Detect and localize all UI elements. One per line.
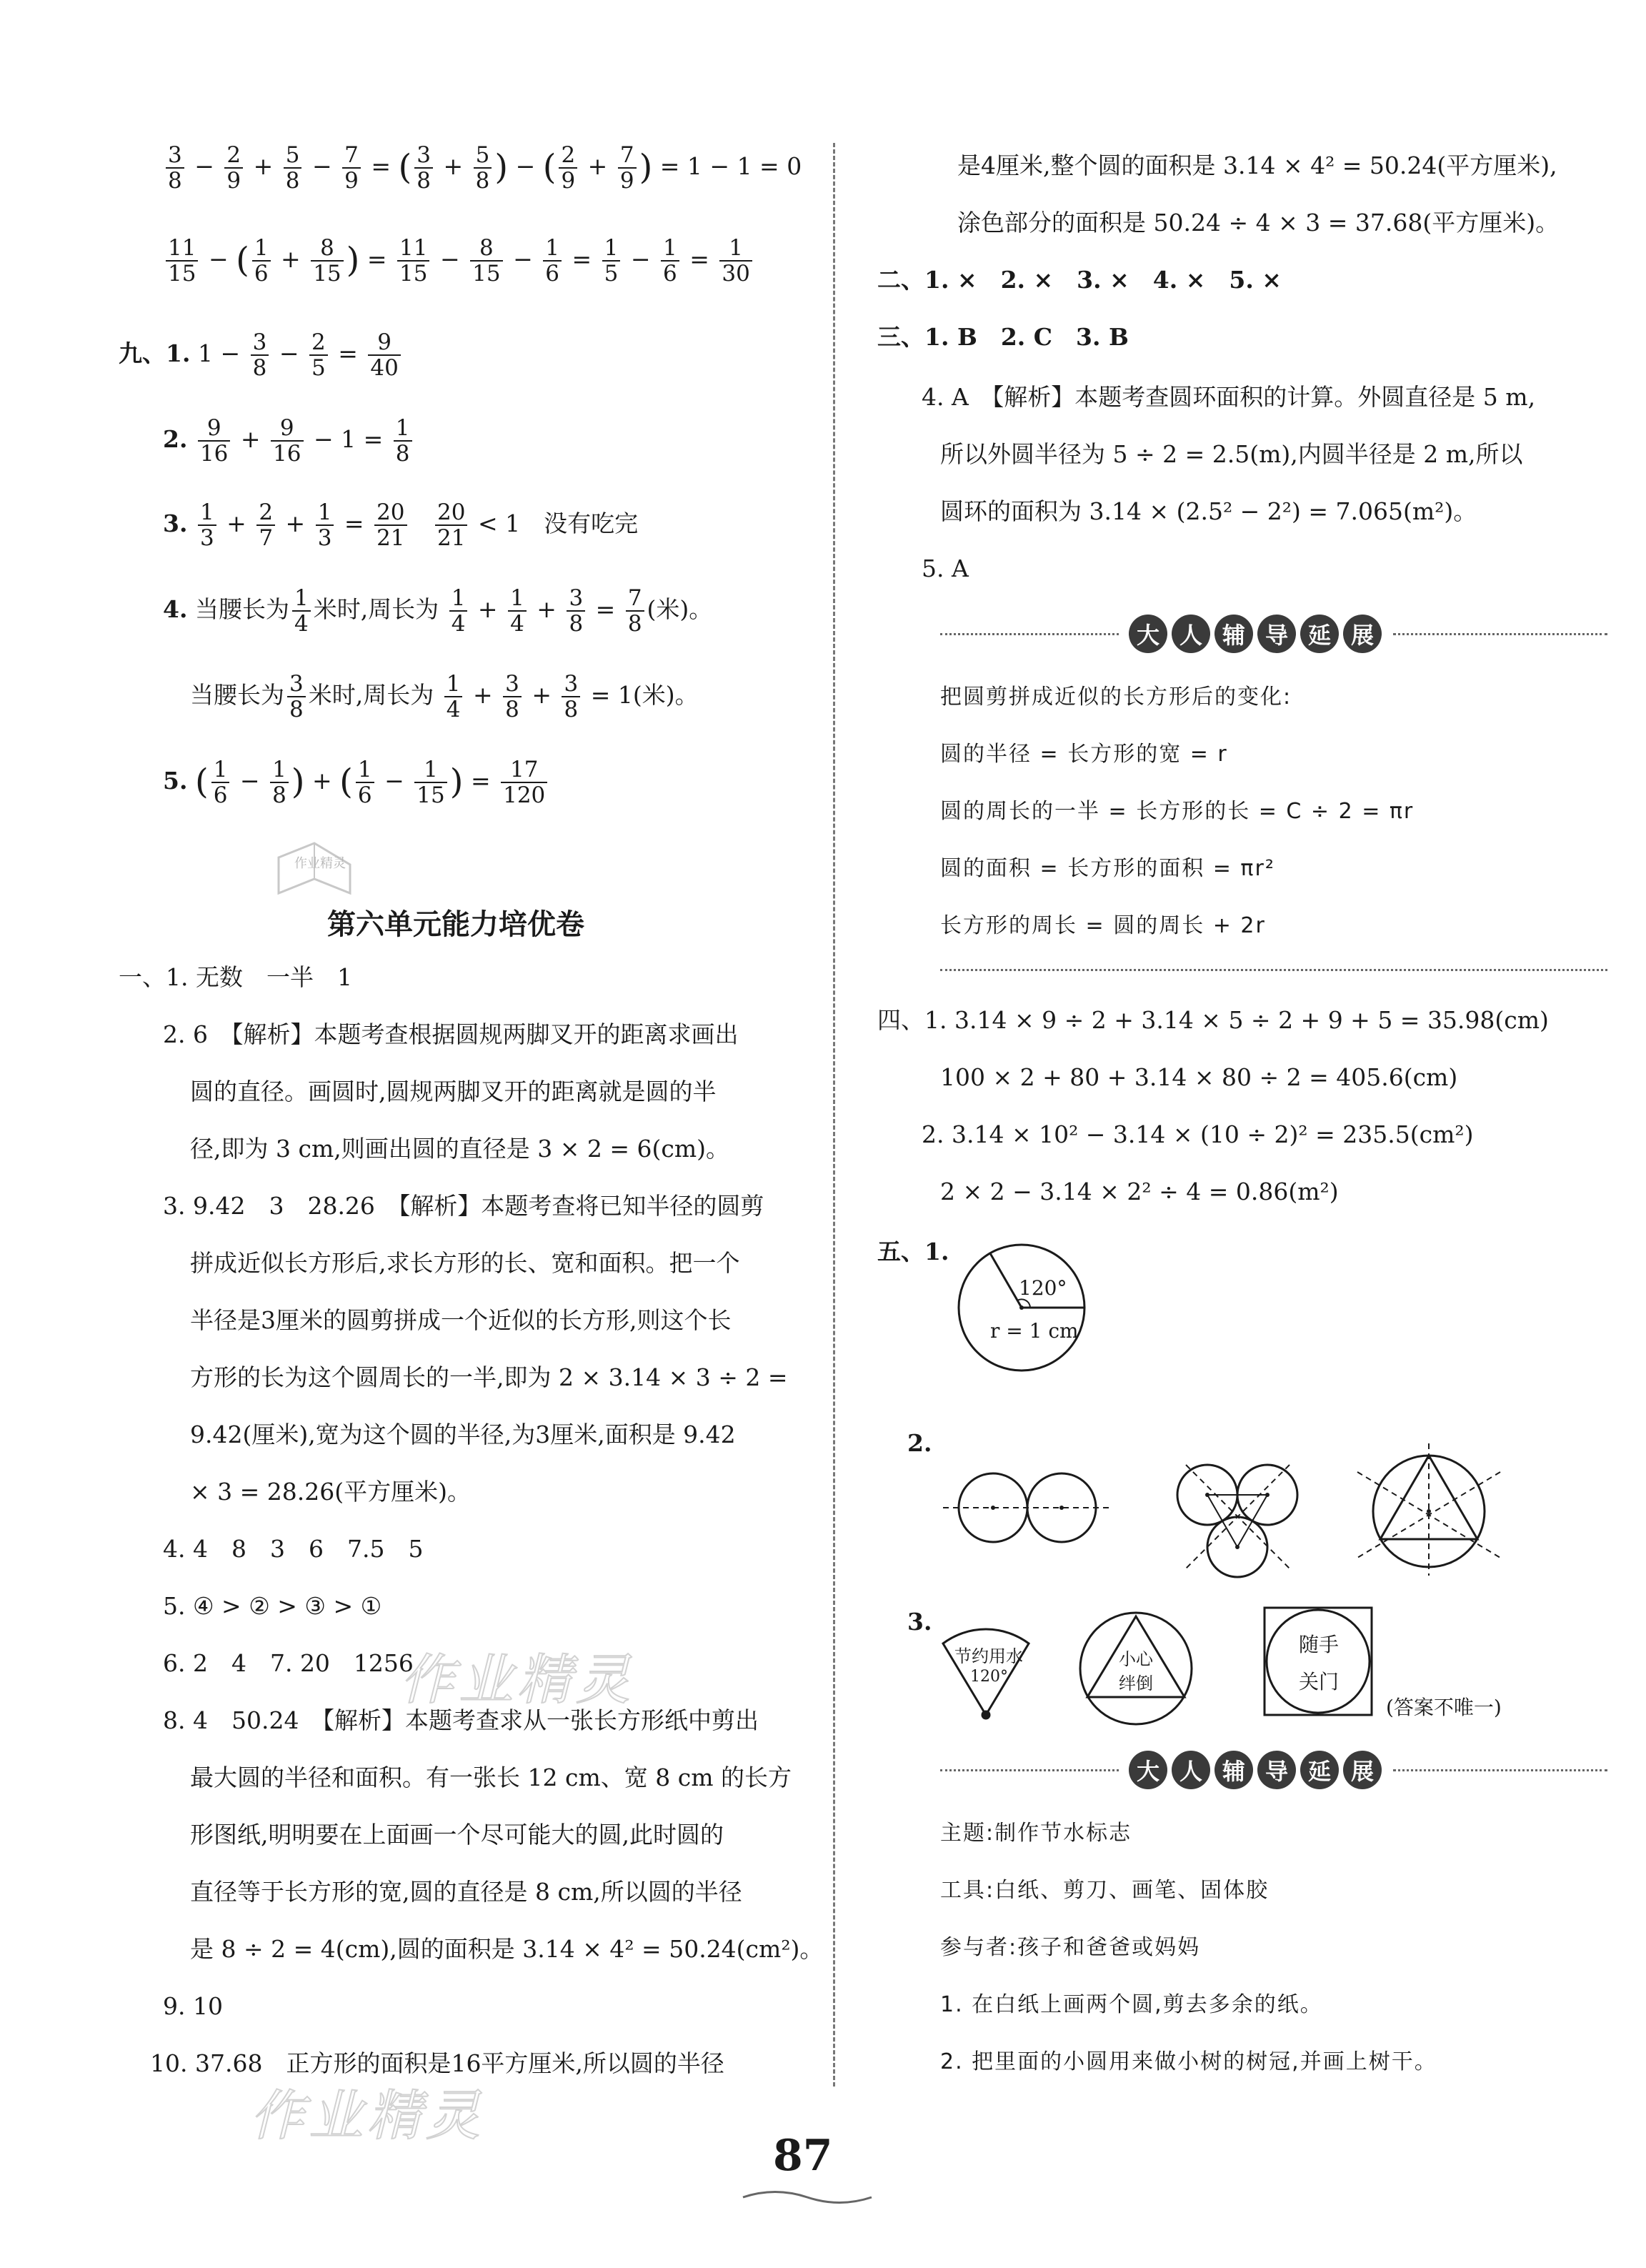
stamp-text: 作业精灵 [294, 856, 346, 871]
text: 当腰长为 [190, 681, 284, 710]
section-4-line: 四、1. 3.14 × 9 ÷ 2 + 3.14 × 5 ÷ 2 + 9 + 5 = 35.98(cm) [877, 1006, 1549, 1034]
section-3-q4: 圆环的面积为 3.14 × (2.5² − 2²) = 7.065(m²)。 [940, 497, 1477, 525]
numerator: 3 [503, 672, 522, 697]
formula-line-1: $\frac{3}{8}$ − $\frac{2}{9}$ + $\frac{5}{8}$ − $\frac{7}{9}$ = ( $\frac{3}{8}$ + $\frac{5}{8}$ ) − ( $\frac{2}{9}$ + $\frac{7}{9}$ ) = 1 − 1 = 0 [163, 143, 802, 193]
answer-line: 6. 2 4 7. 20 1256 [163, 1649, 414, 1677]
numerator: 3 [562, 672, 580, 697]
question-number: 2. [163, 425, 188, 454]
numerator: 5 [284, 143, 302, 169]
denominator: 8 [505, 697, 519, 723]
section-5-q2: 2. [907, 1429, 932, 1457]
denominator: 7 [259, 525, 274, 552]
numerator: 7 [626, 586, 644, 612]
section-4-line: 2. 3.14 × 10² − 3.14 × (10 ÷ 2)² = 235.5(cm²) [922, 1120, 1474, 1148]
denominator: 15 [399, 261, 428, 287]
figure-circle-sector [936, 1243, 1107, 1372]
denominator: 8 [252, 355, 267, 382]
denominator: 4 [510, 611, 524, 637]
numerator: 1 [316, 500, 334, 526]
expression: − 1 = [314, 425, 384, 454]
banner-char: 人 [1172, 1751, 1210, 1789]
divider-right [1393, 1769, 1607, 1771]
denominator: 9 [226, 168, 241, 194]
logo-triangle-text: 小心 [1119, 1649, 1153, 1669]
denominator: 6 [357, 782, 372, 809]
banner-char: 延 [1300, 1751, 1339, 1789]
numerator: 1 [602, 236, 621, 262]
divider-left [940, 633, 1119, 635]
result: = 1 − 1 = 0 [659, 152, 802, 181]
question-number: 1. [166, 339, 191, 368]
denominator: 8 [569, 611, 584, 637]
answer-line: 拼成近似长方形后,求长方形的长、宽和面积。把一个 [190, 1249, 740, 1277]
banner-char: 大 [1129, 1751, 1167, 1789]
text: (米)。 [647, 595, 713, 624]
section-2-answers: 二、1. × 2. × 3. × 4. × 5. × [877, 266, 1282, 294]
numerator: 20 [435, 500, 467, 526]
extension-line: 参与者:孩子和爸爸或妈妈 [940, 1935, 1201, 1960]
denominator: 15 [313, 261, 341, 287]
numerator: 1 [508, 586, 527, 612]
extension-line: 圆的周长的一半 = 长方形的长 = C ÷ 2 = πr [940, 799, 1415, 824]
section-9-q4-line2: 当腰长为 $\frac{3}{8}$ 米时,周长为 $\frac{1}{4}$ + $\frac{3}{8}$ + $\frac{3}{8}$ = 1(米)。 [190, 671, 699, 723]
denominator: 5 [604, 261, 619, 287]
numerator: 1 [719, 236, 752, 262]
numerator: 2 [309, 330, 328, 356]
section-9-q1: 九、1. 1 − $\frac{3}{8}$ − $\frac{2}{5}$ = $\frac{9}{40}$ [119, 330, 404, 380]
answer-line: 8. 4 50.24 【解析】本题考查求从一张长方形纸中剪出 [163, 1706, 759, 1734]
section-label: 九、 [119, 339, 166, 368]
answer-line: 3. 9.42 3 28.26 【解析】本题考查将已知半径的圆剪 [163, 1192, 764, 1220]
section-3-q4: 所以外圆半径为 5 ÷ 2 = 2.5(m),内圆半径是 2 m,所以 [940, 440, 1523, 468]
denominator: 6 [213, 782, 228, 809]
column-divider [833, 143, 835, 2087]
section-9-q3: 3. $\frac{1}{3}$ + $\frac{2}{7}$ + $\frac{1}{3}$ = $\frac{20}{21}$ $\frac{20}{21}$ < 1 没有吃完 [163, 499, 639, 552]
denominator: 8 [564, 697, 579, 723]
banner-char: 人 [1172, 615, 1210, 653]
banner-char: 导 [1257, 1751, 1296, 1789]
denominator: 9 [619, 168, 634, 194]
denominator: 120 [503, 782, 546, 809]
watermark: 作业精灵 [250, 2084, 484, 2147]
answer-line: 方形的长为这个圆周长的一半,即为 2 × 3.14 × 3 ÷ 2 = [190, 1363, 788, 1391]
extension-line: 1. 在白纸上画两个圆,剪去多余的纸。 [940, 1992, 1323, 2017]
numerator: 1 [444, 672, 463, 697]
denominator: 40 [370, 355, 399, 382]
extension-line: 圆的半径 = 长方形的宽 = r [940, 742, 1228, 767]
page-ornament [736, 2187, 879, 2211]
numerator: 5 [474, 143, 492, 169]
logo-fan-text: 节约用水 [954, 1646, 1023, 1666]
banner-char: 辅 [1214, 615, 1253, 653]
extension-banner-2 [1129, 1751, 1382, 1789]
numerator: 1 [394, 416, 412, 442]
numerator: 1 [211, 757, 230, 783]
denominator: 8 [627, 611, 642, 637]
divider-left [940, 1769, 1119, 1771]
numerator: 8 [311, 236, 343, 262]
denominator: 21 [376, 525, 405, 552]
numerator: 2 [559, 143, 577, 169]
angle-label: 120° [1019, 1276, 1067, 1300]
section-4-line: 100 × 2 + 80 + 3.14 × 80 ÷ 2 = 405.6(cm) [940, 1063, 1458, 1091]
answer-line: 径,即为 3 cm,则画出圆的直径是 3 × 2 = 6(cm)。 [190, 1135, 729, 1163]
numerator: 3 [251, 330, 269, 356]
numerator: 1 [661, 236, 679, 262]
numerator: 1 [252, 236, 271, 262]
logo-fan-angle: 120° [970, 1668, 1008, 1686]
text: 当腰长为 [194, 595, 289, 624]
denominator: 15 [168, 261, 196, 287]
answer-line: 是 8 ÷ 2 = 4(cm),圆的面积是 3.14 × 4² = 50.24(cm²)。 [190, 1935, 824, 1963]
banner-char: 展 [1343, 615, 1382, 653]
denominator: 30 [722, 261, 750, 287]
numerator: 7 [618, 143, 637, 169]
denominator: 3 [199, 525, 214, 552]
numerator: 17 [501, 757, 547, 783]
figure-logos [929, 1601, 1572, 1736]
answer-line: 5. ④ > ② > ③ > ① [163, 1592, 382, 1620]
numerator: 1 [198, 500, 216, 526]
numerator: 3 [287, 672, 306, 697]
logo-triangle-text: 绊倒 [1119, 1673, 1153, 1693]
text: 米时,周长为 [313, 595, 439, 624]
extension-line: 工具:白纸、剪刀、画笔、固体胶 [940, 1878, 1270, 1903]
question-number: 4. [163, 595, 188, 624]
circle-patterns-diagram [929, 1443, 1586, 1579]
extension-line: 圆的面积 = 长方形的面积 = πr² [940, 856, 1275, 881]
logo-square-text: 随手 [1299, 1633, 1340, 1656]
extension-line: 把圆剪拼成近似的长方形后的变化: [940, 685, 1292, 710]
section-3-answers: 三、1. B 2. C 3. B [877, 323, 1129, 351]
numerator: 1 [449, 586, 468, 612]
numerator: 1 [356, 757, 374, 783]
banner-char: 大 [1129, 615, 1167, 653]
numerator: 1 [543, 236, 562, 262]
denominator: 16 [273, 441, 301, 467]
numerator: 3 [567, 586, 585, 612]
text: 米时,周长为 [308, 681, 434, 710]
extension-line: 主题:制作节水标志 [940, 1821, 1132, 1846]
continuation-line: 是4厘米,整个圆的面积是 3.14 × 4² = 50.24(平方厘米), [957, 151, 1557, 179]
answer-line: 半径是3厘米的圆剪拼成一个近似的长方形,则这个长 [190, 1306, 732, 1334]
denominator: 15 [472, 261, 501, 287]
numerator: 20 [374, 500, 406, 526]
answer-line: × 3 = 28.26(平方厘米)。 [190, 1478, 471, 1506]
section-3-q5: 5. A [922, 554, 969, 582]
banner-char: 导 [1257, 615, 1296, 653]
denominator: 9 [344, 168, 359, 194]
section-5-q3: 3. [907, 1608, 932, 1636]
denominator: 3 [317, 525, 332, 552]
denominator: 8 [417, 168, 431, 194]
conclusion: < 1 没有吃完 [477, 509, 639, 538]
numerator: 9 [271, 416, 303, 442]
denominator: 8 [272, 782, 286, 809]
denominator: 16 [199, 441, 229, 467]
answer-line: 9. 10 [163, 1992, 223, 2020]
answer-line: 最大圆的半径和面积。有一张长 12 cm、宽 8 cm 的长方 [190, 1764, 792, 1791]
denominator: 4 [446, 697, 461, 723]
answer-line: 4. 4 8 3 6 7.5 5 [163, 1535, 424, 1563]
extension-line: 长方形的周长 = 圆的周长 + 2r [940, 913, 1266, 938]
circle-sector-diagram [936, 1243, 1107, 1372]
numerator: 11 [397, 236, 429, 262]
section-9-q2: 2. $\frac{9}{16}$ + $\frac{9}{16}$ − 1 = $\frac{1}{8}$ [163, 416, 415, 466]
numerator: 1 [414, 757, 447, 783]
denominator: 4 [294, 611, 309, 637]
answer-line: 一、1. 无数 一半 1 [119, 963, 352, 991]
wave-ornament-icon [736, 2187, 879, 2208]
numerator: 1 [292, 586, 311, 612]
question-number: 5. [163, 767, 188, 795]
denominator: 6 [545, 261, 559, 287]
denominator: 6 [662, 261, 677, 287]
figure-circle-patterns [929, 1443, 1586, 1579]
formula-line-2: $\frac{11}{15}$ − ( $\frac{1}{6}$ + $\frac{8}{15}$ ) = $\frac{11}{15}$ − $\frac{8}{15}$ − $\frac{1}{6}$ = $\frac{1}{5}$ − $\frac{1}{6}$ = $\frac{1}{30}$ [163, 236, 755, 286]
question-number: 3. [163, 509, 188, 538]
banner-char: 展 [1343, 1751, 1382, 1789]
answer-line: 10. 37.68 正方形的面积是16平方厘米,所以圆的半径 [150, 2049, 724, 2077]
unit-title: 第六单元能力培优卷 [327, 908, 584, 941]
denominator: 15 [417, 782, 445, 809]
extension-line: 2. 把里面的小圆用来做小树的树冠,并画上树干。 [940, 2049, 1437, 2074]
denominator: 8 [475, 168, 490, 194]
numerator: 3 [166, 143, 184, 169]
banner-char: 延 [1300, 615, 1339, 653]
denominator: 8 [285, 168, 300, 194]
denominator: 8 [395, 441, 410, 467]
radius-label: r = 1 cm [990, 1319, 1079, 1343]
denominator: 21 [437, 525, 466, 552]
answer-line: 圆的直径。画圆时,圆规两脚叉开的距离就是圆的半 [190, 1078, 717, 1105]
page-number: 87 [773, 2131, 833, 2181]
answer-line: 9.42(厘米),宽为这个圆的半径,为3厘米,面积是 9.42 [190, 1421, 736, 1448]
numerator: 7 [342, 143, 361, 169]
numerator: 3 [414, 143, 433, 169]
denominator: 5 [311, 355, 326, 382]
section-9-q4-line1: 4. 当腰长为 $\frac{1}{4}$ 米时,周长为 $\frac{1}{4}$ + $\frac{1}{4}$ + $\frac{3}{8}$ = $\frac{7}{8}$ (米)。 [163, 585, 713, 637]
numerator: 2 [224, 143, 243, 169]
numerator: 1 [270, 757, 289, 783]
divider-right [1393, 633, 1607, 635]
denominator: 8 [289, 697, 304, 723]
answer-line: 直径等于长方形的宽,圆的直径是 8 cm,所以圆的半径 [190, 1878, 742, 1906]
numerator: 9 [368, 330, 400, 356]
numerator: 9 [198, 416, 230, 442]
logo-square-text: 关门 [1299, 1670, 1340, 1693]
extension-banner-1 [1129, 615, 1382, 653]
section-3-q4: 4. A 【解析】本题考查圆环面积的计算。外圆直径是 5 m, [922, 383, 1536, 411]
section-9-q5: 5. ( $\frac{1}{6}$ − $\frac{1}{8}$ ) + ( $\frac{1}{6}$ − $\frac{1}{15}$ ) = $\frac{17}{120}$ [163, 757, 550, 807]
continuation-line: 涂色部分的面积是 50.24 ÷ 4 × 3 = 37.68(平方厘米)。 [957, 209, 1560, 237]
stamp-logo [271, 836, 357, 900]
answer-note: (答案不唯一) [1386, 1696, 1502, 1719]
divider-bottom [940, 969, 1607, 971]
numerator: 8 [470, 236, 502, 262]
text: = 1(米)。 [590, 681, 699, 710]
numerator: 2 [256, 500, 275, 526]
denominator: 6 [254, 261, 269, 287]
denominator: 8 [168, 168, 182, 194]
numerator: 11 [166, 236, 198, 262]
answer-line: 形图纸,明明要在上面画一个尽可能大的圆,此时圆的 [190, 1821, 724, 1849]
answer-line: 2. 6 【解析】本题考查根据圆规两脚叉开的距离求画出 [163, 1020, 739, 1048]
watermark: 作业精灵 [400, 1648, 634, 1711]
expression: 1 − [197, 339, 241, 368]
denominator: 9 [561, 168, 576, 194]
section-5-label: 五、1. [877, 1238, 949, 1265]
denominator: 4 [451, 611, 466, 637]
banner-char: 辅 [1214, 1751, 1253, 1789]
section-4-line: 2 × 2 − 3.14 × 2² ÷ 4 = 0.86(m²) [940, 1178, 1339, 1205]
